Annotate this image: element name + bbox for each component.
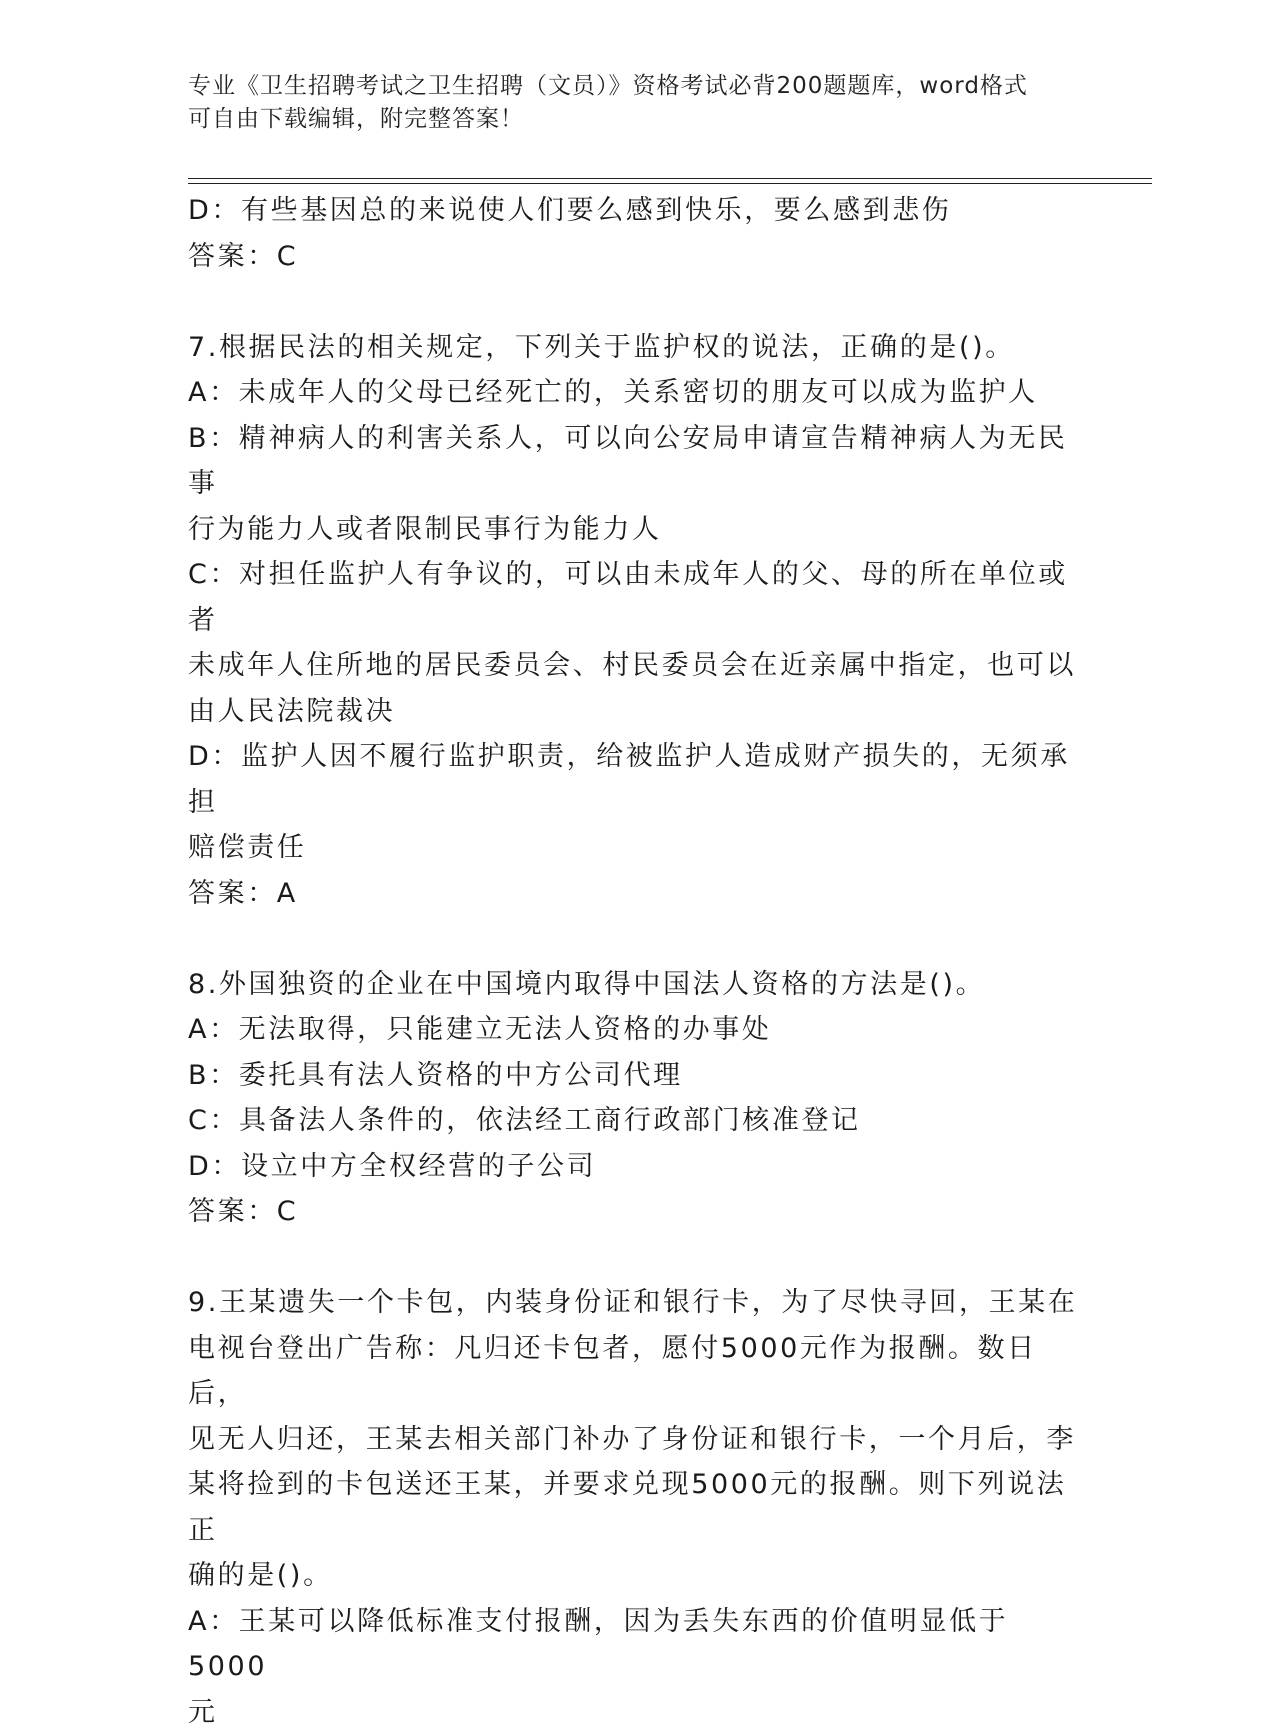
question-text-line: D：监护人因不履行监护职责，给被监护人造成财产损失的，无须承担 (188, 734, 1078, 825)
question-text-line: 行为能力人或者限制民事行为能力人 (188, 507, 1078, 553)
document-header (188, 70, 1068, 136)
question-text-line: D：有些基因总的来说使人们要么感到快乐，要么感到悲伤 (188, 188, 1078, 234)
header-title-line-1: 专业《卫生招聘考试之卫生招聘（文员）》资格考试必背200题题库，word格式 (188, 70, 1068, 103)
question-text-line: 赔偿责任 (188, 825, 1078, 871)
question-text-line: 见无人归还，王某去相关部门补办了身份证和银行卡，一个月后，李 (188, 1417, 1078, 1463)
question-text-line: A：未成年人的父母已经死亡的，关系密切的朋友可以成为监护人 (188, 370, 1078, 416)
answer-line: 答案：C (188, 1189, 1078, 1235)
question-text-line: 由人民法院裁决 (188, 689, 1078, 735)
question-text-line: D：设立中方全权经营的子公司 (188, 1144, 1078, 1190)
question-text-line: 9.王某遗失一个卡包，内装身份证和银行卡，为了尽快寻回，王某在 (188, 1280, 1078, 1326)
question-content (188, 188, 1078, 1735)
question-text-line: B：精神病人的利害关系人，可以向公安局申请宣告精神病人为无民事 (188, 416, 1078, 507)
question-text-line: C：对担任监护人有争议的，可以由未成年人的父、母的所在单位或者 (188, 552, 1078, 643)
question-spacer (188, 916, 1078, 962)
question-text-line: 电视台登出广告称：凡归还卡包者，愿付5000元作为报酬。数日后， (188, 1326, 1078, 1417)
question-spacer (188, 279, 1078, 325)
header-divider-top (188, 178, 1152, 179)
question-text-line: C：具备法人条件的，依法经工商行政部门核准登记 (188, 1098, 1078, 1144)
answer-line: 答案：A (188, 871, 1078, 917)
header-title-line-2: 可自由下载编辑，附完整答案！ (188, 103, 1068, 136)
question-text-line: 未成年人住所地的居民委员会、村民委员会在近亲属中指定，也可以 (188, 643, 1078, 689)
question-text-line: 8.外国独资的企业在中国境内取得中国法人资格的方法是()。 (188, 962, 1078, 1008)
question-text-line: 某将捡到的卡包送还王某，并要求兑现5000元的报酬。则下列说法正 (188, 1462, 1078, 1553)
question-spacer (188, 1235, 1078, 1281)
question-text-line: 元 (188, 1690, 1078, 1735)
question-text-line: 7.根据民法的相关规定，下列关于监护权的说法，正确的是()。 (188, 325, 1078, 371)
question-text-line: A：无法取得，只能建立无法人资格的办事处 (188, 1007, 1078, 1053)
question-text-line: A：王某可以降低标准支付报酬，因为丢失东西的价值明显低于5000 (188, 1599, 1078, 1690)
question-text-line: B：委托具有法人资格的中方公司代理 (188, 1053, 1078, 1099)
header-divider-bottom (188, 183, 1152, 184)
question-text-line: 确的是()。 (188, 1553, 1078, 1599)
answer-line: 答案：C (188, 234, 1078, 280)
